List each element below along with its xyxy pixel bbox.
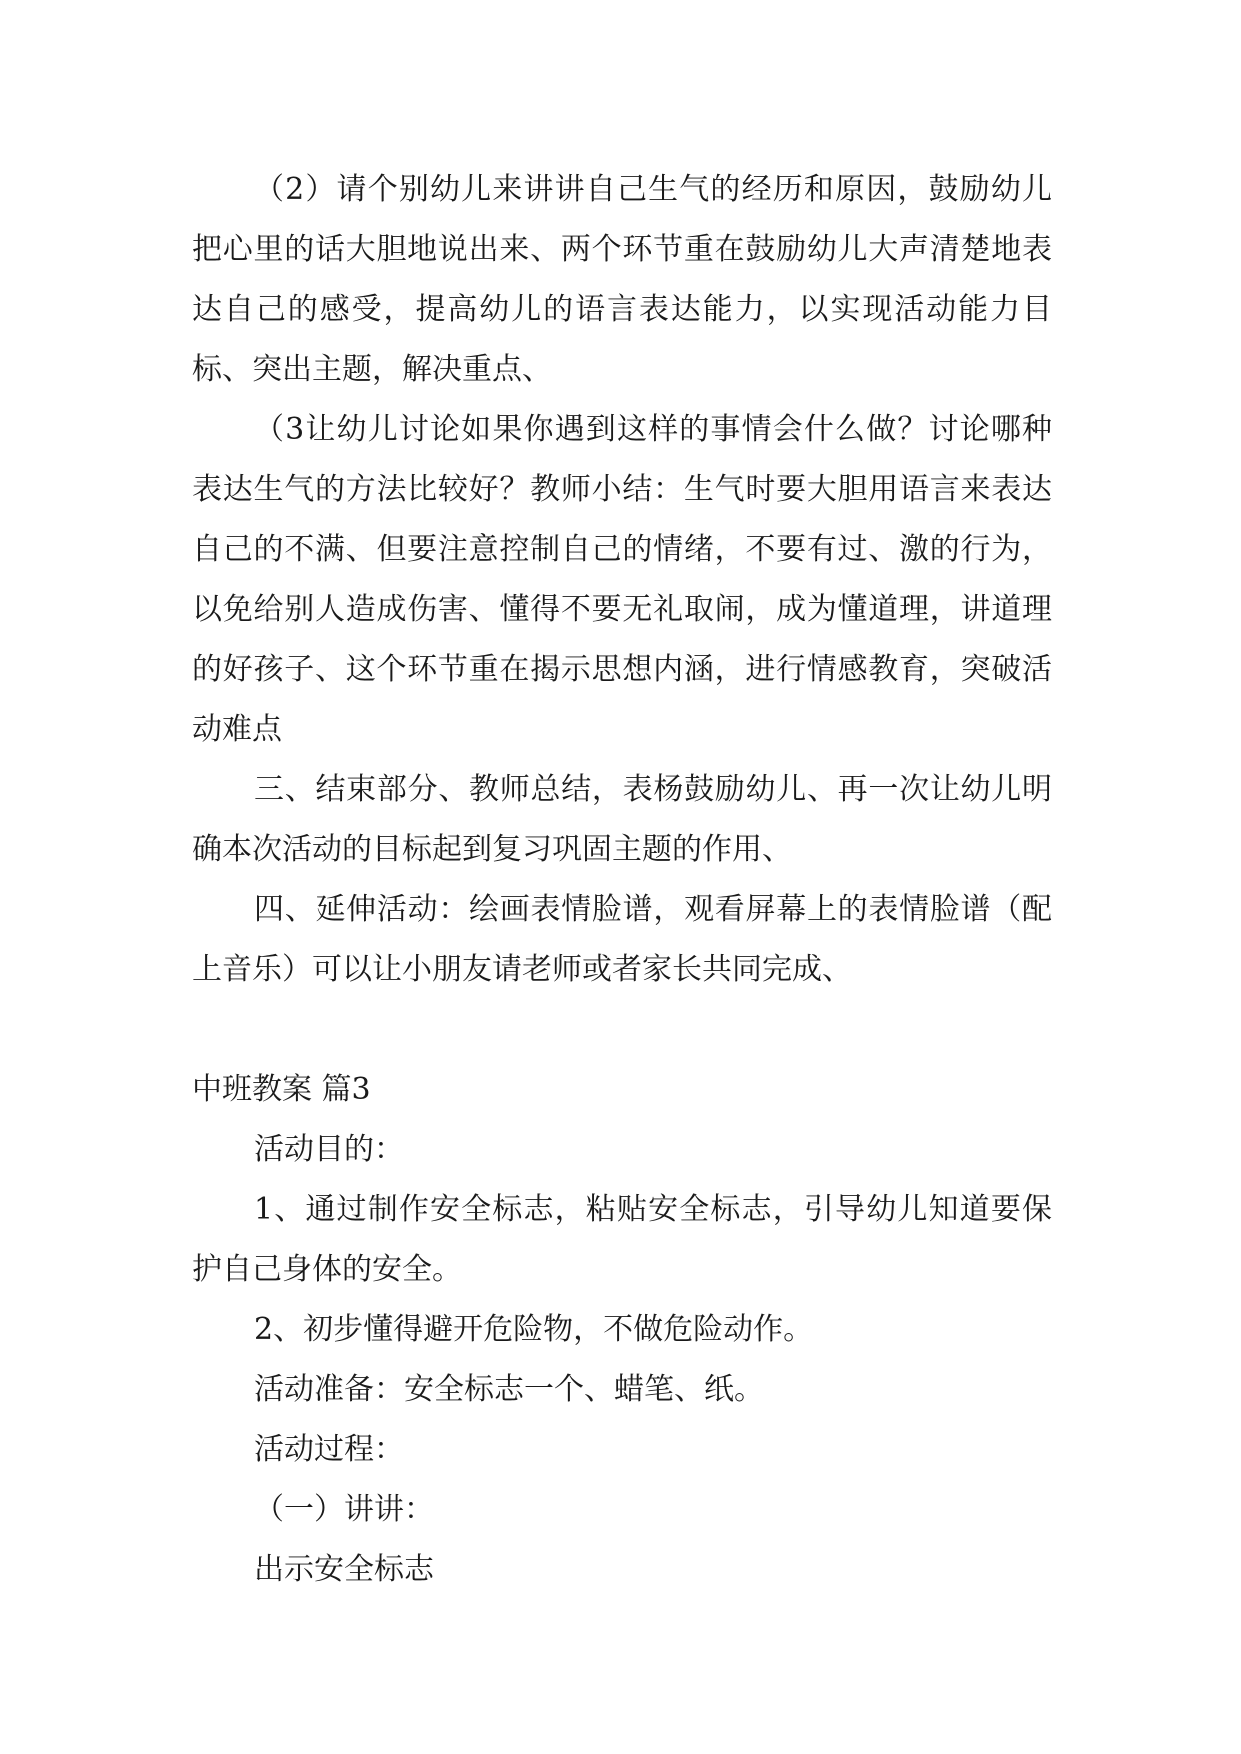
document-body	[192, 160, 1052, 1600]
section-heading: 中班教案 篇3	[192, 1072, 371, 1107]
paragraph-step-2: （2）请个别幼儿来讲讲自己生气的经历和原因，鼓励幼儿把心里的话大胆地说出来、两个环节重在鼓励幼儿大声清楚地表达自己的感受，提高幼儿的语言表达能力，以实现活动能力目标、突出主题，解决重点、	[192, 172, 1052, 387]
paragraph-objective-2: 2、初步懂得避开危险物，不做危险动作。	[254, 1312, 814, 1347]
section-spacer	[192, 1000, 1052, 1060]
paragraph-objective-1: 1、通过制作安全标志，粘贴安全标志，引导幼儿知道要保护自己身体的安全。	[192, 1192, 1052, 1287]
paragraph-objectives-label: 活动目的：	[254, 1132, 404, 1167]
paragraph-step-3: （3让幼儿讨论如果你遇到这样的事情会什么做？讨论哪种表达生气的方法比较好？教师小结：生气时要大胆用语言来表达自己的不满、但要注意控制自己的情绪，不要有过、激的行为，以免给别人造成伤害、懂得不要无礼取闹，成为懂道理，讲道理的好孩子、这个环节重在揭示思想内涵，进行情感教育，突破活动难点	[192, 412, 1052, 747]
paragraph-subsection-1: （一）讲讲：	[254, 1492, 434, 1527]
paragraph-show-sign: 出示安全标志	[254, 1552, 434, 1587]
paragraph-preparation: 活动准备：安全标志一个、蜡笔、纸。	[254, 1372, 764, 1407]
paragraph-process-label: 活动过程：	[254, 1432, 404, 1467]
paragraph-conclusion: 三、结束部分、教师总结，表杨鼓励幼儿、再一次让幼儿明确本次活动的目标起到复习巩固主题的作用、	[192, 772, 1052, 867]
paragraph-extension: 四、延伸活动：绘画表情脸谱，观看屏幕上的表情脸谱（配上音乐）可以让小朋友请老师或者家长共同完成、	[192, 892, 1052, 987]
